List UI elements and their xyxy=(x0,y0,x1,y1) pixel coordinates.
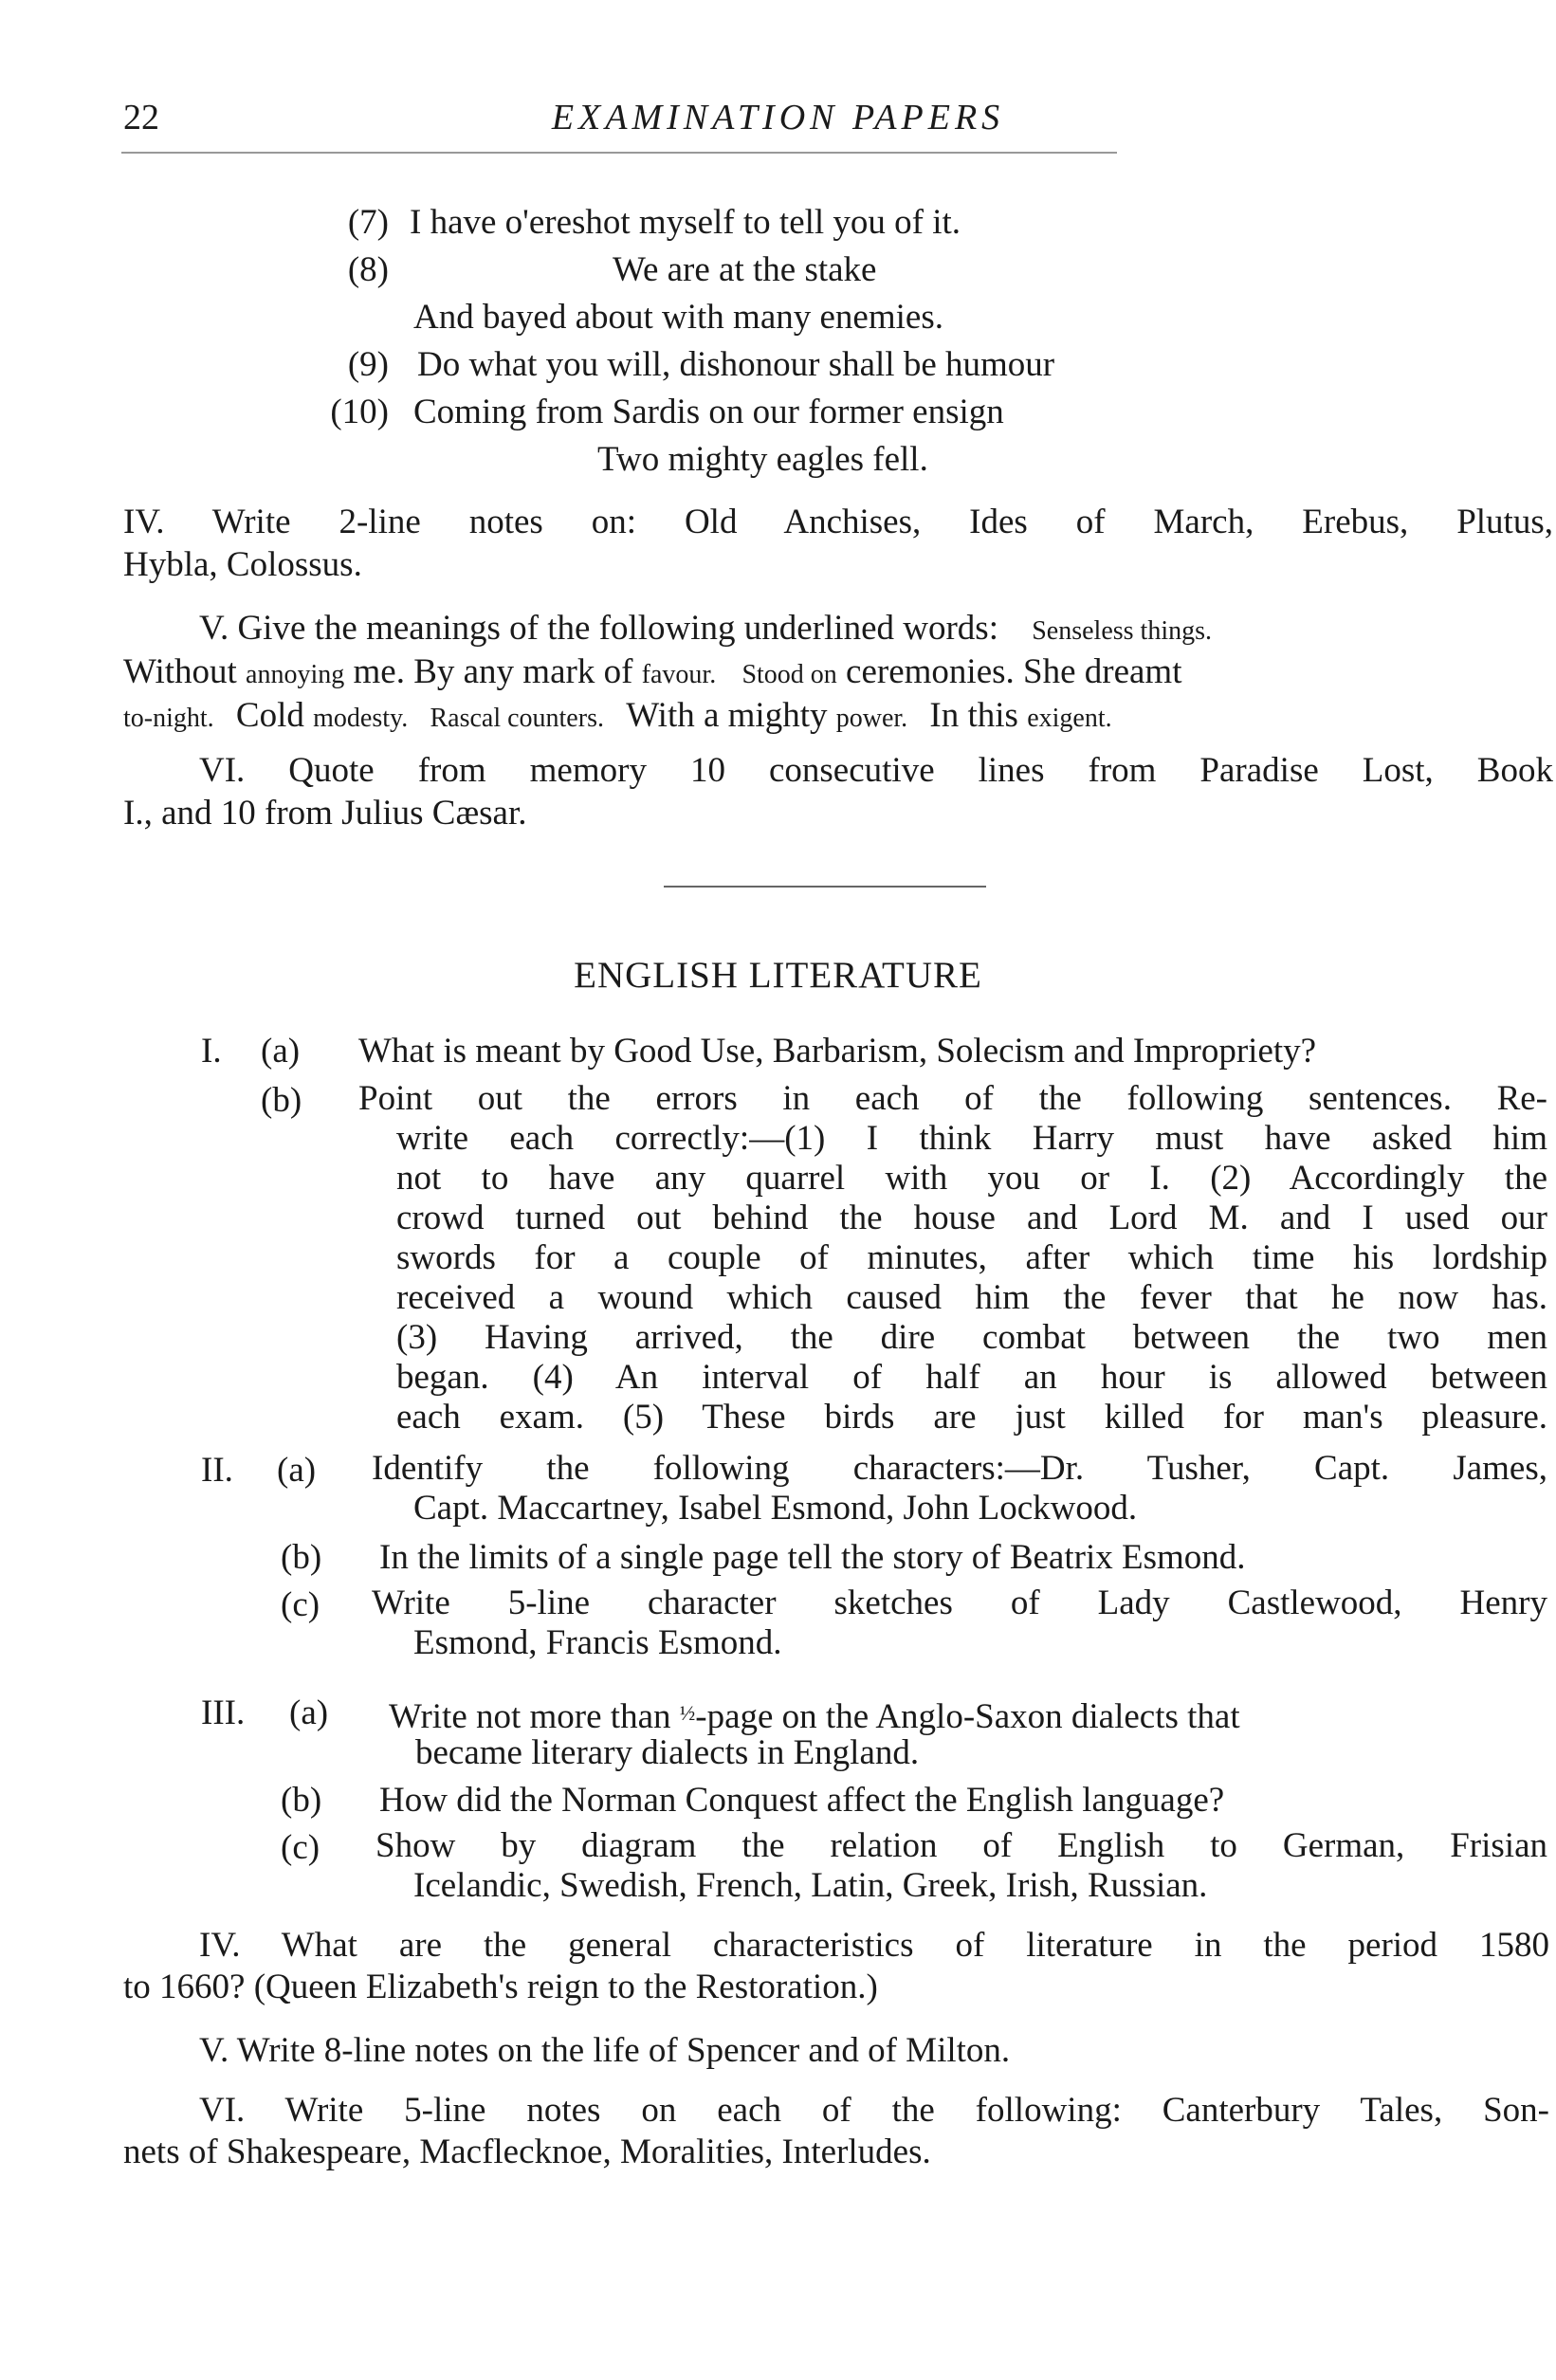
question-el-iv xyxy=(123,1925,1549,2008)
question-v-text: V. Give the meanings of the following underlined words: xyxy=(199,609,998,648)
question-text: What is meant by Good Use, Barbarism, Solecism and Impropriety? xyxy=(358,1032,1317,1071)
question-line: each exam. (5) These birds are just killed for man's pleasure. xyxy=(396,1398,1547,1437)
sub-label: (a) xyxy=(277,1451,317,1490)
question-text: How did the Norman Conquest affect the English language? xyxy=(379,1781,1225,1820)
question-v-line xyxy=(199,605,1212,654)
quote-line: Do what you will, dishonour shall be humour xyxy=(417,345,1055,384)
running-title: EXAMINATION PAPERS xyxy=(551,98,1005,137)
question-v-text: Cold xyxy=(235,696,304,735)
question-vi xyxy=(123,749,1553,834)
question-line: nets of Shakespeare, Macflecknoe, Moralities, Interludes. xyxy=(123,2133,931,2171)
sub-label: (b) xyxy=(281,1538,322,1577)
question-line: Identify the following characters:—Dr. Tusher, Capt. James, xyxy=(372,1449,1547,1488)
quote-number: (7) xyxy=(347,203,389,242)
quote-line: And bayed about with many enemies. xyxy=(413,298,943,337)
question-v-text: Without xyxy=(123,652,237,691)
question-line: received a wound which caused him the fever that he now has. xyxy=(396,1278,1547,1317)
question-line: Write 5-line character sketches of Lady Castlewood, Henry xyxy=(372,1584,1547,1622)
question-line: not to have any quarrel with you or I. (2) Accordingly the xyxy=(396,1159,1547,1198)
roman-numeral: III. xyxy=(201,1693,246,1732)
underlined-word: to-night. xyxy=(123,704,214,733)
question-text: became literary dialects in England. xyxy=(415,1733,920,1772)
underlined-word: exigent. xyxy=(1027,704,1112,733)
question-v-text: In this xyxy=(929,696,1018,735)
quote-line: Two mighty eagles fell. xyxy=(597,440,928,479)
question-v-line xyxy=(123,649,1182,698)
page-number: 22 xyxy=(123,98,159,137)
question-v-text: With a mighty xyxy=(626,696,828,735)
question-line: Esmond, Francis Esmond. xyxy=(413,1623,782,1662)
question-line: Point out the errors in each of the following sentences. Re- xyxy=(358,1079,1547,1118)
question-vi-line: VI. Quote from memory 10 consecutive lines from Paradise Lost, Book xyxy=(199,751,1553,790)
question-v-text: me. By any mark of xyxy=(353,652,633,691)
header-rule xyxy=(121,152,1117,154)
underlined-word: annoying xyxy=(246,660,345,689)
underlined-word: Rascal counters. xyxy=(430,704,604,733)
roman-numeral: II. xyxy=(201,1451,233,1490)
question-iv xyxy=(123,501,1553,586)
quote-number: (10) xyxy=(330,393,389,431)
sub-label: (b) xyxy=(281,1781,322,1820)
quote-line: Coming from Sardis on our former ensign xyxy=(413,393,1004,431)
question-text-part: Write not more than xyxy=(389,1697,680,1736)
quote-number: (8) xyxy=(347,250,389,289)
question-line: IV. What are the general characteristics of literature in the period 1580 xyxy=(199,1926,1549,1965)
question-line: VI. Write 5-line notes on each of the following: Canterbury Tales, Son- xyxy=(199,2091,1549,2130)
question-el-vi xyxy=(123,2090,1549,2173)
question-line: swords for a couple of minutes, after which time his lordship xyxy=(396,1238,1547,1277)
question-v-line xyxy=(123,692,1112,741)
sub-label: (c) xyxy=(281,1585,320,1624)
question-line: Icelandic, Swedish, French, Latin, Greek, Irish, Russian. xyxy=(413,1866,1208,1905)
question-line: to 1660? (Queen Elizabeth's reign to the Restoration.) xyxy=(123,1968,878,2006)
question-iv-line: IV. Write 2-line notes on: Old Anchises, Ides of March, Erebus, Plutus, xyxy=(123,503,1553,541)
underlined-word: Stood on xyxy=(741,660,837,689)
section-heading: ENGLISH LITERATURE xyxy=(574,955,982,996)
question-text: In the limits of a single page tell the story of Beatrix Esmond. xyxy=(379,1538,1246,1577)
quote-line: I have o'ereshot myself to tell you of it. xyxy=(410,203,961,242)
question-iic xyxy=(372,1584,1547,1663)
question-v-text: ceremonies. She dreamt xyxy=(846,652,1182,691)
question-line: Capt. Maccartney, Isabel Esmond, John Lockwood. xyxy=(413,1489,1138,1528)
sub-label: (c) xyxy=(281,1828,320,1867)
question-line: began. (4) An interval of half an hour is allowed between xyxy=(396,1358,1547,1397)
question-text-part: -page on the Anglo-Saxon dialects that xyxy=(695,1697,1240,1736)
underlined-word: power. xyxy=(835,704,908,733)
fraction: ½ xyxy=(679,1701,696,1725)
question-ib xyxy=(358,1079,1547,1437)
question-line: crowd turned out behind the house and Lord M. and I used our xyxy=(396,1199,1547,1237)
roman-numeral: I. xyxy=(201,1032,222,1071)
question-line: (3) Having arrived, the dire combat between the two men xyxy=(396,1318,1547,1357)
sub-label: (a) xyxy=(261,1032,301,1071)
question-el-v: V. Write 8-line notes on the life of Spencer and of Milton. xyxy=(199,2031,1011,2070)
question-iiic xyxy=(375,1826,1547,1906)
quote-line: We are at the stake xyxy=(613,250,877,289)
section-divider xyxy=(664,886,986,888)
underlined-word: modesty. xyxy=(313,704,409,733)
underlined-word: favour. xyxy=(641,660,717,689)
question-line: write each correctly:—(1) I think Harry must have asked him xyxy=(396,1119,1547,1158)
sub-label: (b) xyxy=(261,1081,302,1120)
sub-label: (a) xyxy=(289,1693,329,1732)
question-iia xyxy=(372,1449,1547,1529)
underlined-word: Senseless things. xyxy=(1032,616,1213,646)
question-line: Show by diagram the relation of English to German, Frisian xyxy=(375,1826,1547,1865)
quote-number: (9) xyxy=(347,345,389,384)
question-vi-line: I., and 10 from Julius Cæsar. xyxy=(123,794,527,833)
question-iv-line: Hybla, Colossus. xyxy=(123,545,362,584)
